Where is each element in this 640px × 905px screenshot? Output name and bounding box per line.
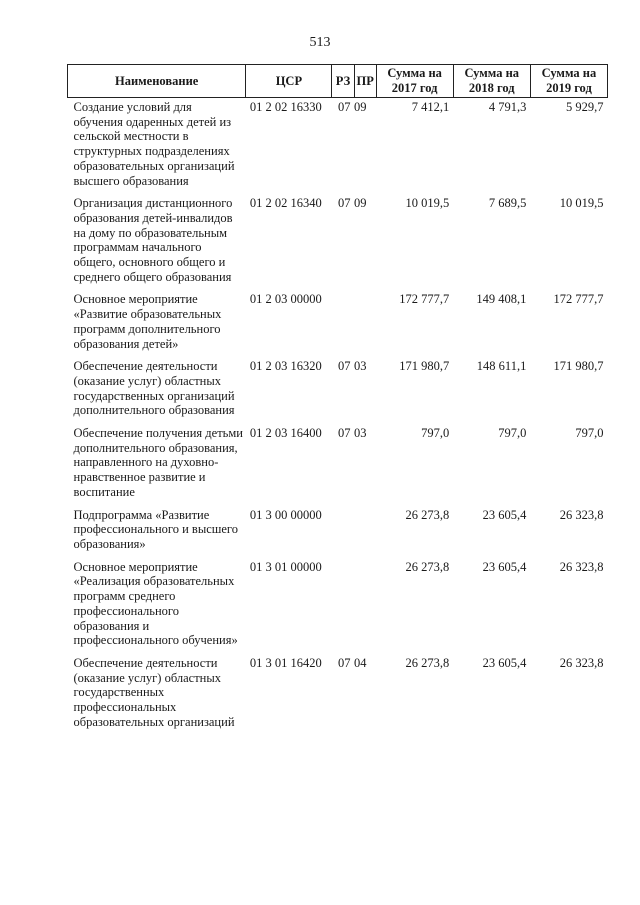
row-csr: 01 2 03 16320	[249, 359, 322, 374]
table-row	[68, 290, 608, 357]
row-csr: 01 2 03 00000	[249, 292, 322, 307]
header-pr: ПР	[354, 65, 376, 98]
row-pr	[354, 558, 376, 654]
row-rz: 07	[337, 426, 351, 441]
row-sum-2017: 10 019,5	[405, 196, 450, 211]
row-sum-2018: 23 605,4	[482, 655, 527, 670]
header-sum-2019: Сумма на 2019 год	[530, 65, 607, 98]
row-name: Обеспечение получения детьми дополнительного образования, направленного на духовно-нравственное развитие и воспитание	[73, 426, 243, 499]
header-csr: ЦСР	[246, 65, 332, 98]
table-body	[68, 98, 608, 736]
row-sum-2019: 26 323,8	[559, 655, 604, 670]
row-sum-2018: 148 611,1	[476, 359, 527, 374]
row-sum-2018: 797,0	[498, 426, 527, 441]
row-pr: 09	[354, 100, 367, 114]
row-sum-2018: 149 408,1	[476, 292, 527, 307]
row-csr: 01 2 02 16330	[249, 100, 322, 114]
row-rz: 07	[337, 655, 351, 670]
header-sum-2018: Сумма на 2018 год	[453, 65, 530, 98]
row-rz	[332, 558, 354, 654]
row-pr: 03	[354, 359, 367, 374]
row-pr: 04	[354, 655, 367, 670]
row-sum-2019: 171 980,7	[553, 359, 604, 374]
row-sum-2017: 26 273,8	[405, 559, 450, 574]
row-sum-2019: 26 323,8	[559, 559, 604, 574]
header-rz: РЗ	[332, 65, 354, 98]
table-row	[68, 194, 608, 290]
row-sum-2017: 171 980,7	[399, 359, 450, 374]
row-sum-2017: 26 273,8	[405, 655, 450, 670]
header-name: Наименование	[68, 65, 246, 98]
row-name: Обеспечение деятельности (оказание услуг) областных государственных организаций дополнительного образования	[73, 359, 235, 418]
row-rz	[332, 290, 354, 357]
table-row	[68, 558, 608, 654]
page-number: 513	[309, 35, 331, 50]
row-name: Обеспечение деятельности (оказание услуг) областных государственных профессиональных образовательных организаций	[73, 655, 235, 729]
row-rz: 07	[337, 359, 351, 374]
row-sum-2017: 7 412,1	[411, 100, 450, 114]
table-header	[68, 65, 608, 98]
row-name: Создание условий для обучения одаренных детей из сельской местности в структурных подразделениях образовательных организаций высшего образования	[73, 100, 235, 188]
row-pr: 09	[354, 196, 367, 211]
row-pr	[354, 290, 376, 357]
row-rz: 07	[337, 100, 351, 114]
row-name: Организация дистанционного образования детей-инвалидов на дому по образовательным программам начального общего, основного общего и среднего общего образования	[73, 196, 233, 284]
row-sum-2017: 797,0	[421, 426, 450, 441]
table-row	[68, 98, 608, 195]
row-rz	[332, 506, 354, 558]
row-sum-2018: 7 689,5	[488, 196, 527, 211]
row-csr: 01 2 02 16340	[249, 196, 322, 211]
row-name: Основное мероприятие «Реализация образовательных программ среднего профессионального образования и профессионального обучения»	[73, 559, 238, 648]
row-sum-2019: 797,0	[575, 426, 604, 441]
row-name: Подпрограмма «Развитие профессионального и высшего образования»	[73, 507, 239, 551]
row-sum-2019: 172 777,7	[553, 292, 604, 307]
table-row	[68, 654, 608, 736]
header-sum-2017: Сумма на 2017 год	[376, 65, 453, 98]
table-row	[68, 357, 608, 424]
table-row	[68, 424, 608, 506]
row-sum-2018: 23 605,4	[482, 507, 527, 522]
row-pr	[354, 506, 376, 558]
row-csr: 01 3 00 00000	[249, 507, 322, 522]
row-csr: 01 2 03 16400	[249, 426, 322, 441]
row-csr: 01 3 01 16420	[249, 655, 322, 670]
row-sum-2017: 172 777,7	[399, 292, 450, 307]
row-sum-2018: 4 791,3	[488, 100, 527, 114]
row-sum-2019: 10 019,5	[559, 196, 604, 211]
row-csr: 01 3 01 00000	[249, 559, 322, 574]
row-name: Основное мероприятие «Развитие образовательных программ дополнительного образования детей»	[73, 292, 222, 351]
row-pr: 03	[354, 426, 367, 441]
table-row	[68, 506, 608, 558]
row-sum-2019: 26 323,8	[559, 507, 604, 522]
budget-table	[67, 64, 608, 735]
row-rz: 07	[337, 196, 351, 211]
row-sum-2017: 26 273,8	[405, 507, 450, 522]
row-sum-2018: 23 605,4	[482, 559, 527, 574]
row-sum-2019: 5 929,7	[566, 100, 604, 114]
